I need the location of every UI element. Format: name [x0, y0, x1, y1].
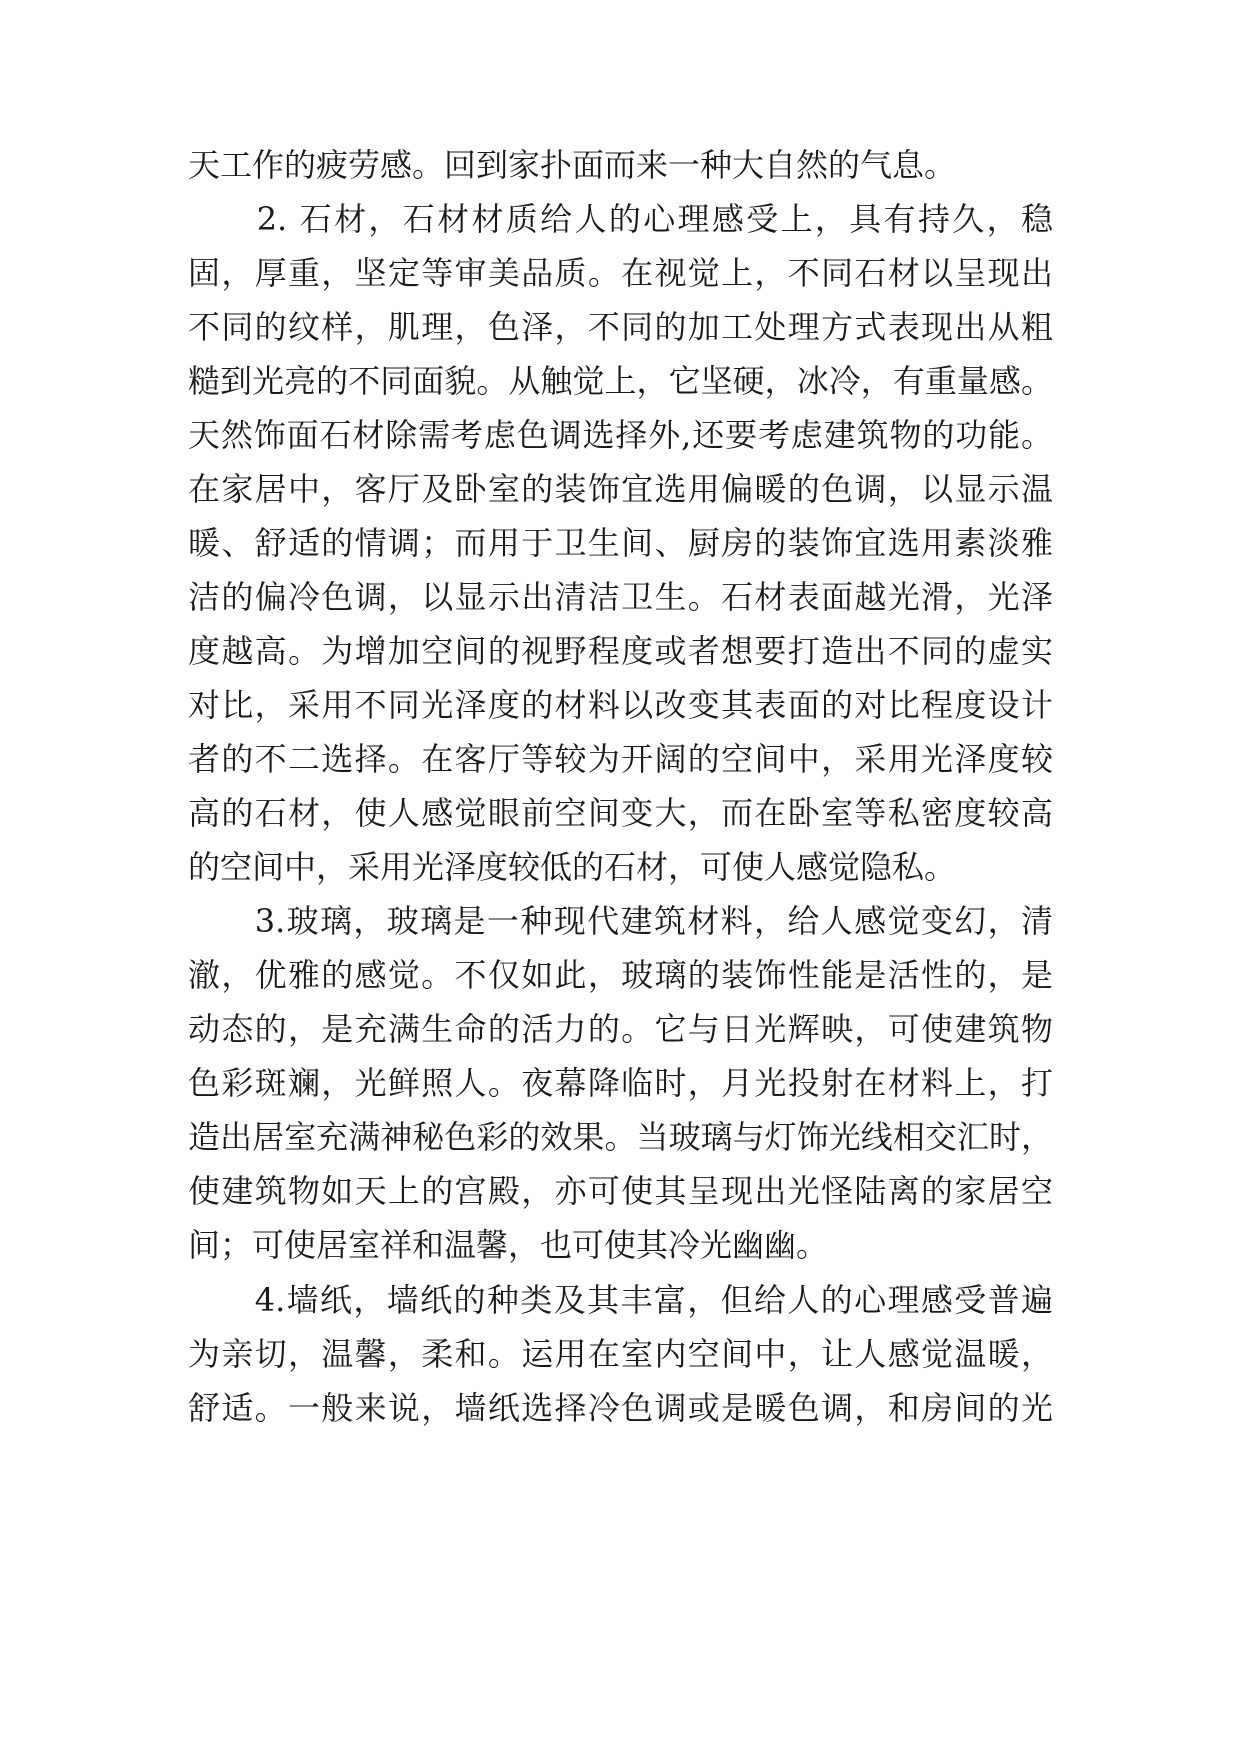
- text-line: 高的石材，使人感觉眼前空间变大，而在卧室等私密度较高: [188, 794, 1053, 832]
- text-line: 间；可使居室祥和温馨，也可使其冷光幽幽。: [188, 1226, 829, 1264]
- text-line: 舒适。一般来说，墙纸选择冷色调或是暖色调，和房间的光: [188, 1389, 1053, 1427]
- text-line: 2. 石材，石材材质给人的心理感受上，具有持久，稳: [188, 200, 1053, 238]
- text-line: 造出居室充满神秘色彩的效果。当玻璃与灯饰光线相交汇时，: [188, 1118, 1053, 1156]
- text-line: 暖、舒适的情调；而用于卫生间、厨房的装饰宜选用素淡雅: [188, 524, 1053, 562]
- text-line: 的空间中，采用光泽度较低的石材，可使人感觉隐私。: [188, 848, 957, 886]
- text-line: 动态的，是充满生命的活力的。它与日光辉映，可使建筑物: [188, 1010, 1053, 1048]
- text-line: 3.玻璃，玻璃是一种现代建筑材料，给人感觉变幻，清: [188, 902, 1053, 940]
- text-line: 使建筑物如天上的宫殿，亦可使其呈现出光怪陆离的家居空: [188, 1172, 1053, 1210]
- text-line: 者的不二选择。在客厅等较为开阔的空间中，采用光泽度较: [188, 740, 1053, 778]
- text-line: 糙到光亮的不同面貌。从触觉上，它坚硬，冰冷，有重量感。: [188, 362, 1053, 400]
- text-line: 不同的纹样，肌理，色泽，不同的加工处理方式表现出从粗: [188, 308, 1053, 346]
- text-line: 对比，采用不同光泽度的材料以改变其表面的对比程度设计: [188, 686, 1053, 724]
- text-line: 澈，优雅的感觉。不仅如此，玻璃的装饰性能是活性的，是: [188, 956, 1053, 994]
- text-line: 色彩斑斓，光鲜照人。夜幕降临时，月光投射在材料上，打: [188, 1064, 1053, 1102]
- text-line: 天然饰面石材除需考虑色调选择外,还要考虑建筑物的功能。: [188, 416, 1053, 454]
- text-line: 4.墙纸，墙纸的种类及其丰富，但给人的心理感受普遍: [188, 1281, 1053, 1319]
- text-line: 为亲切，温馨，柔和。运用在室内空间中，让人感觉温暖，: [188, 1335, 1053, 1373]
- text-line: 固，厚重，坚定等审美品质。在视觉上，不同石材以呈现出: [188, 254, 1053, 292]
- text-line: 在家居中，客厅及卧室的装饰宜选用偏暖的色调，以显示温: [188, 470, 1053, 508]
- text-line: 天工作的疲劳感。回到家扑面而来一种大自然的气息。: [188, 146, 957, 184]
- text-line: 洁的偏冷色调，以显示出清洁卫生。石材表面越光滑，光泽: [188, 578, 1053, 616]
- text-line: 度越高。为增加空间的视野程度或者想要打造出不同的虚实: [188, 632, 1053, 670]
